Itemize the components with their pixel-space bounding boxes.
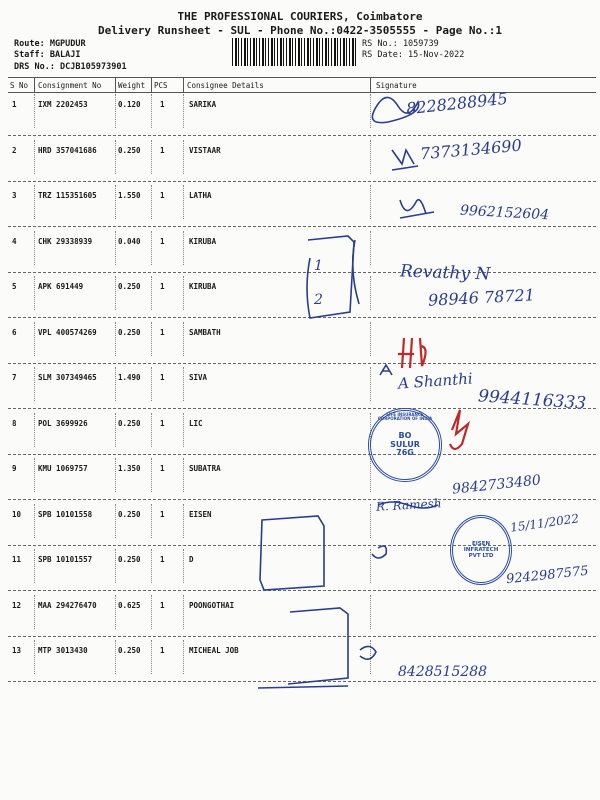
handwritten-phone-13: 8428515288 bbox=[398, 664, 488, 680]
row-consignment-no: TRZ 115351605 bbox=[38, 191, 97, 200]
handwritten-phone-11: 9242987575 bbox=[505, 563, 590, 588]
row-consignee: EISEN bbox=[189, 509, 212, 519]
row-sno: 2 bbox=[12, 145, 17, 155]
col-signature: Signature bbox=[376, 81, 417, 90]
row-sno: 11 bbox=[12, 555, 22, 564]
row-weight: 0.250 bbox=[118, 509, 141, 519]
row-consignee: POONGOTHAI bbox=[189, 600, 235, 610]
row-pcs: 1 bbox=[160, 418, 165, 428]
row-consignment-no: CHK 29338939 bbox=[38, 236, 93, 246]
rs-date-label: RS Date: 15-Nov-2022 bbox=[362, 50, 465, 60]
col-consignee: Consignee Details bbox=[187, 81, 264, 90]
row-sno: 4 bbox=[12, 236, 17, 246]
document-title: THE PROFESSIONAL COURIERS, Coimbatore bbox=[177, 10, 423, 23]
row-pcs: 1 bbox=[160, 646, 165, 655]
row-consignment-no: IXM 2202453 bbox=[38, 100, 88, 109]
lic-stamp-ring-text: LIFE INSURANCE CORPORATION OF INDIA bbox=[377, 412, 433, 422]
row-weight: 0.250 bbox=[118, 327, 141, 337]
row-consignee: KIRUBA bbox=[189, 282, 217, 291]
eisen-stamp-text: EISEN INFRATECH PVT LTD bbox=[463, 540, 499, 560]
signature-3 bbox=[400, 200, 434, 218]
row-sno: 5 bbox=[12, 282, 17, 291]
row-consignment-no: MTP 3013430 bbox=[38, 646, 88, 655]
row-sno: 13 bbox=[12, 646, 22, 655]
row-weight: 0.250 bbox=[118, 282, 141, 291]
signature-7 bbox=[380, 365, 392, 375]
row-consignee: SUBATRA bbox=[189, 464, 221, 473]
row-sno: 9 bbox=[12, 464, 17, 473]
row-consignee: VISTAAR bbox=[189, 145, 221, 155]
staff-label: Staff: BALAJI bbox=[14, 50, 81, 60]
row-consignment-no: VPL 400574269 bbox=[38, 327, 97, 337]
row-pcs: 1 bbox=[160, 600, 165, 610]
row-weight: 0.120 bbox=[118, 100, 141, 109]
handwritten-phone-3: 9962152604 bbox=[459, 202, 550, 224]
row-consignment-no: POL 3699926 bbox=[38, 418, 88, 428]
col-pcs: PCS bbox=[154, 81, 168, 90]
row-consignee: LATHA bbox=[189, 191, 212, 200]
row-consignment-no: APK 691449 bbox=[38, 282, 84, 291]
col-weight: Weight bbox=[118, 81, 146, 90]
row-weight: 0.250 bbox=[118, 418, 141, 428]
handwritten-phone-5: 98946 78721 bbox=[427, 285, 536, 310]
row-weight: 0.250 bbox=[118, 646, 141, 655]
route-label: Route: MGPUDUR bbox=[14, 39, 86, 49]
handwritten-phone-7: 9944116333 bbox=[477, 386, 587, 414]
row-consignee: D bbox=[189, 555, 194, 564]
row-pcs: 1 bbox=[160, 282, 165, 291]
handwritten-phone-1: 8228288945 bbox=[405, 88, 509, 119]
col-sno: S No bbox=[10, 81, 29, 90]
row-consignment-no: KMU 1069757 bbox=[38, 464, 88, 473]
rs-no-label: RS No.: 1059739 bbox=[362, 39, 439, 49]
row-sno: 3 bbox=[12, 191, 17, 200]
row-consignment-no: SPB 10101557 bbox=[38, 555, 93, 564]
row-consignment-no: MAA 294276470 bbox=[38, 600, 97, 610]
row-pcs: 1 bbox=[160, 373, 165, 382]
lic-stamp bbox=[368, 408, 442, 482]
row-pcs: 1 bbox=[160, 555, 165, 564]
row-consignment-no: HRD 357041686 bbox=[38, 145, 97, 155]
row-consignee: KIRUBA bbox=[189, 236, 217, 246]
bracket-10-11 bbox=[260, 516, 324, 590]
row-pcs: 1 bbox=[160, 236, 165, 246]
handwritten-name-7: A Shanthi bbox=[397, 369, 474, 393]
handwritten-phone-2: 7373134690 bbox=[419, 135, 523, 164]
row-pcs: 1 bbox=[160, 464, 165, 473]
bracket-12-13 bbox=[258, 608, 348, 688]
lic-stamp-center: BO SULUR 76G bbox=[390, 430, 420, 458]
row-pcs: 1 bbox=[160, 100, 165, 109]
row-pcs: 1 bbox=[160, 145, 165, 155]
row-weight: 0.625 bbox=[118, 600, 141, 610]
row-sno: 10 bbox=[12, 509, 22, 519]
handwritten-name-5: Revathy N bbox=[399, 261, 491, 285]
bracket-label-top: 1 bbox=[314, 258, 323, 274]
row-pcs: 1 bbox=[160, 191, 165, 200]
row-sno: 12 bbox=[12, 600, 22, 610]
row-sno: 1 bbox=[12, 100, 17, 109]
row-weight: 0.040 bbox=[118, 236, 141, 246]
handwritten-phone-9: 9842733480 bbox=[451, 472, 542, 498]
row-consignee: SIVA bbox=[189, 373, 208, 382]
row-weight: 0.250 bbox=[118, 145, 141, 155]
drs-label: DRS No.: DCJB105973901 bbox=[14, 62, 127, 72]
row-sno: 6 bbox=[12, 327, 17, 337]
handwritten-date-11: 15/11/2022 bbox=[509, 511, 580, 535]
row-consignment-no: SLM 307349465 bbox=[38, 373, 97, 382]
row-sno: 8 bbox=[12, 418, 17, 428]
col-consignment: Consignment No bbox=[38, 81, 102, 90]
row-pcs: 1 bbox=[160, 509, 165, 519]
row-weight: 1.350 bbox=[118, 464, 141, 473]
handwritten-name-10: R. Ramesh bbox=[375, 496, 442, 514]
document-subtitle: Delivery Runsheet - SUL - Phone No.:0422-3505555 - Page No.:1 bbox=[98, 24, 502, 37]
row-weight: 0.250 bbox=[118, 555, 141, 564]
row-consignee: MICHEAL JOB bbox=[189, 646, 239, 655]
row-sno: 7 bbox=[12, 373, 17, 382]
row-pcs: 1 bbox=[160, 327, 165, 337]
row-consignee: SARIKA bbox=[189, 100, 217, 109]
row-consignee: LIC bbox=[189, 418, 203, 428]
signature-2 bbox=[392, 150, 418, 170]
row-weight: 1.490 bbox=[118, 373, 141, 382]
eisen-stamp bbox=[450, 515, 512, 585]
bracket-label-bottom: 2 bbox=[314, 292, 323, 308]
row-consignee: SAMBATH bbox=[189, 327, 221, 337]
row-weight: 1.550 bbox=[118, 191, 141, 200]
row-consignment-no: SPB 10101558 bbox=[38, 509, 93, 519]
